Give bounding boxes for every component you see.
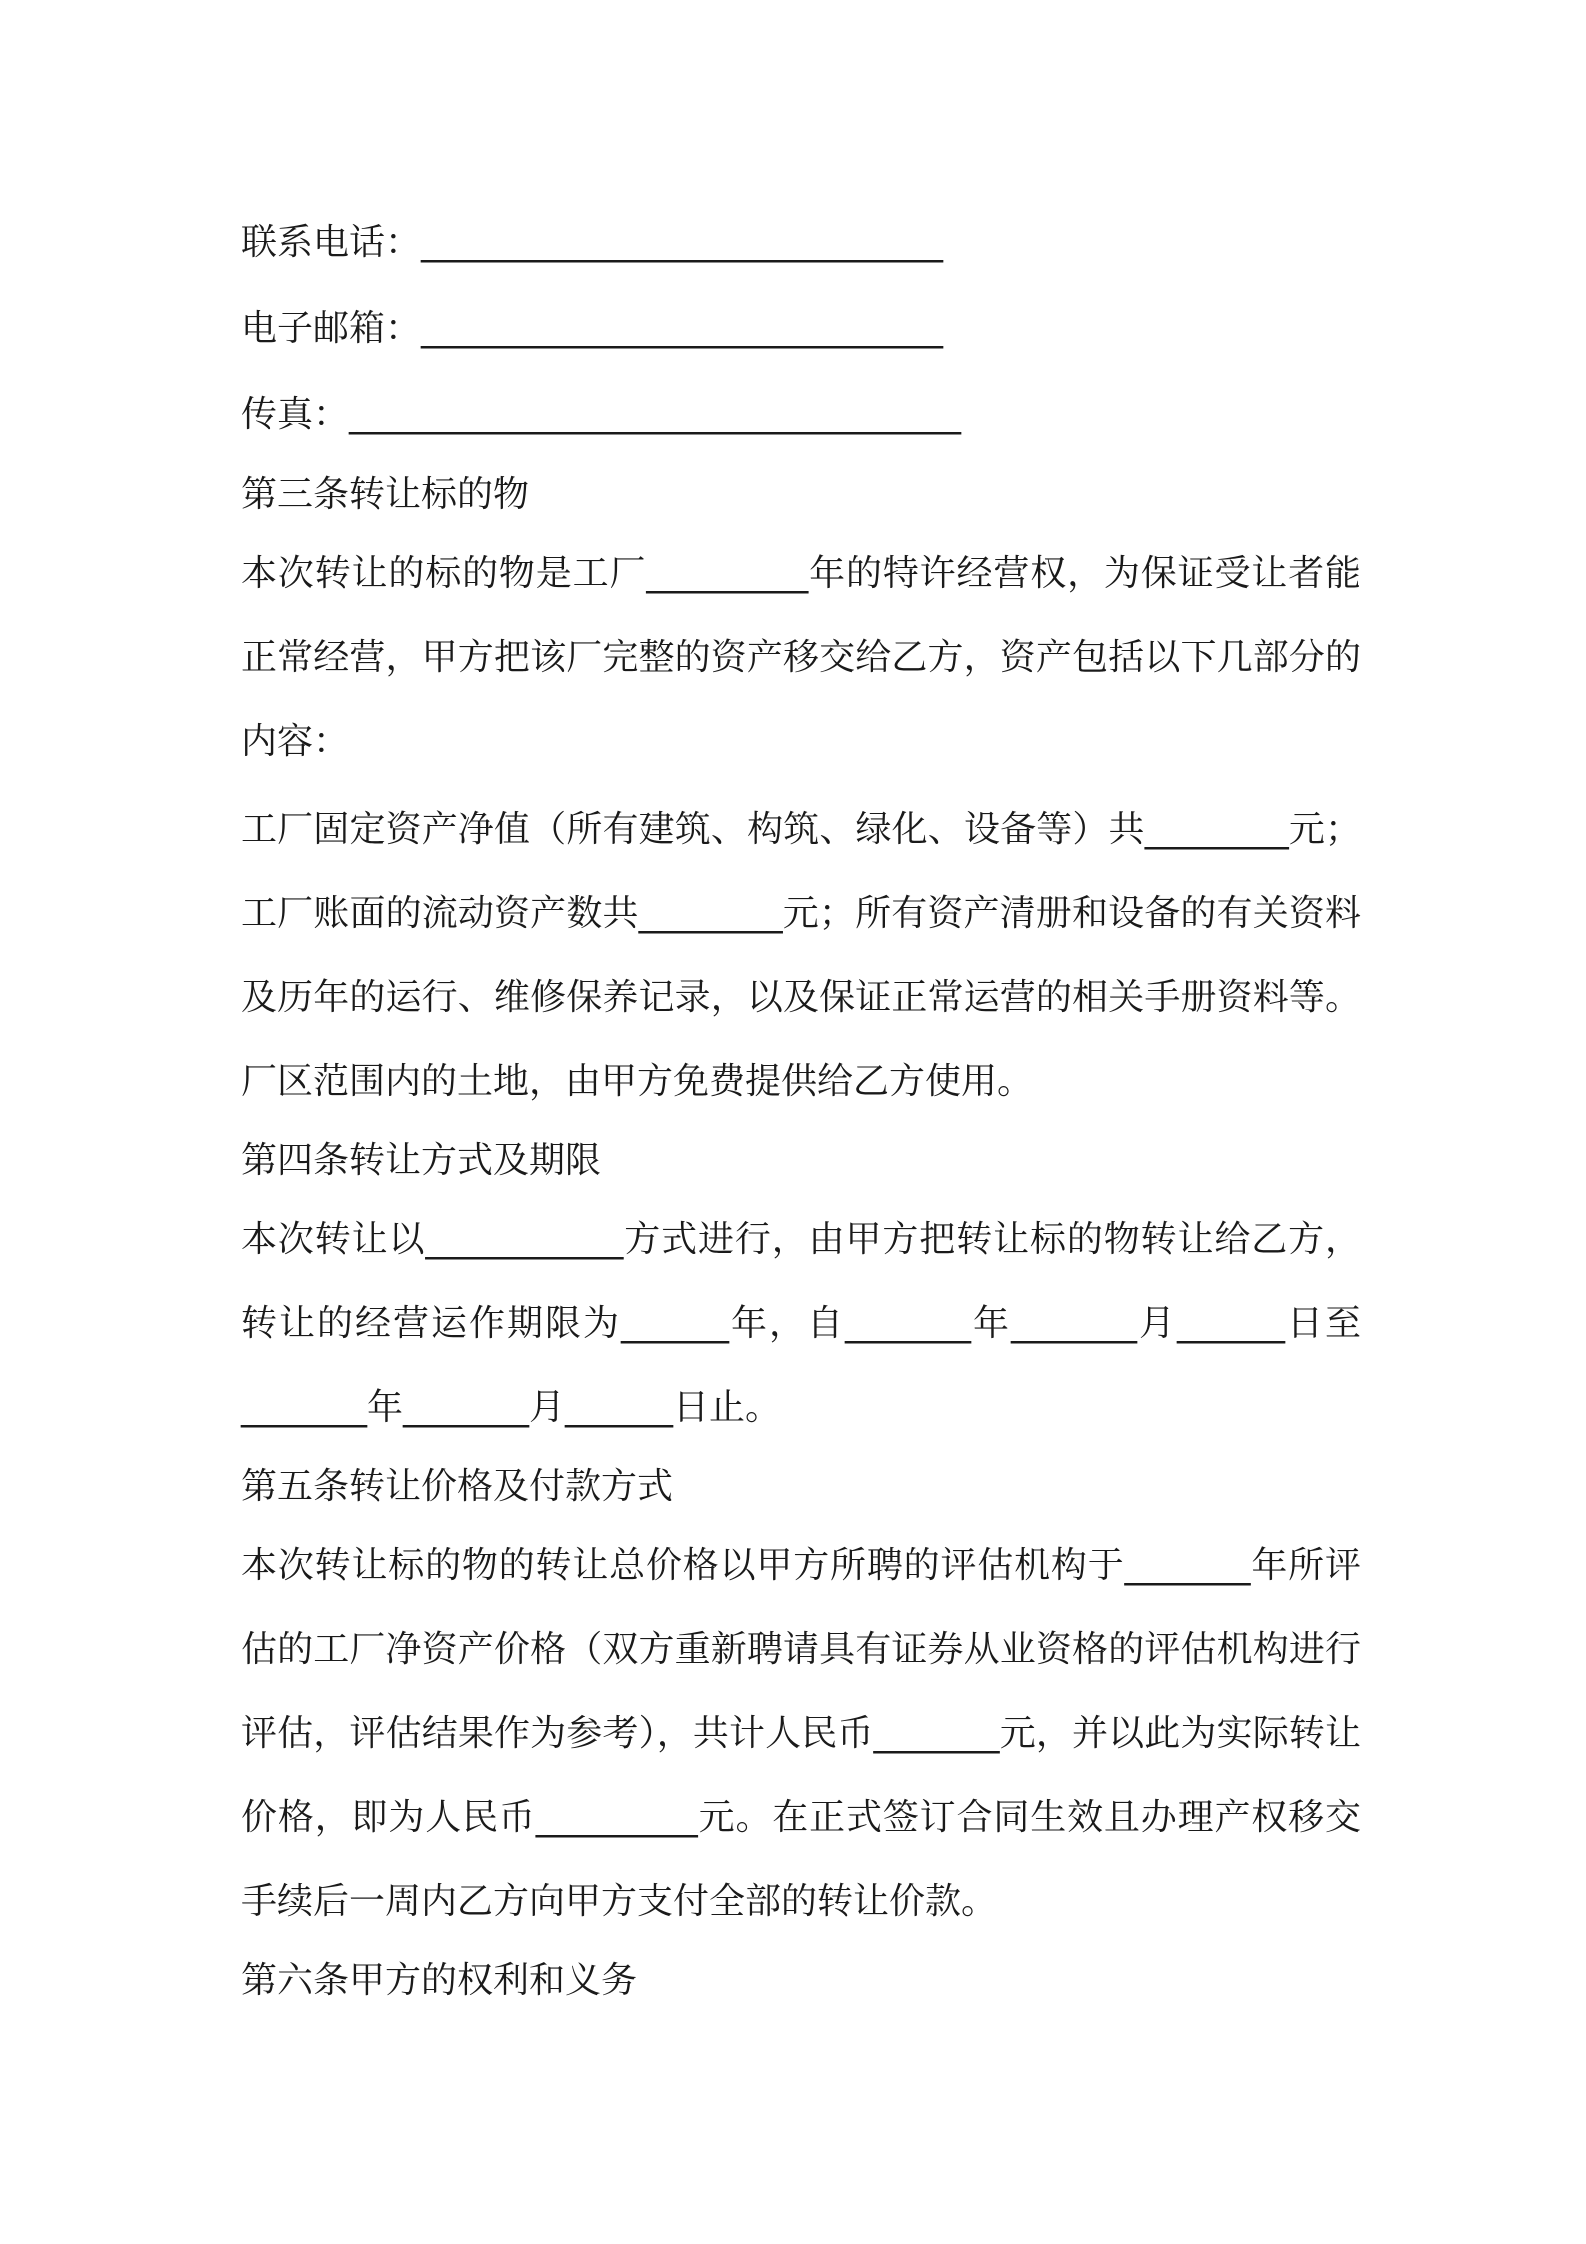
article-4-paragraph-1: 本次转让以___________方式进行，由甲方把转让标的物转让给乙方，转让的经营运作期限为______年，自_______年_______月______日至_______年_______月______日止。 bbox=[241, 1219, 1361, 1428]
email-field: 电子邮箱：_____________________________ bbox=[241, 308, 944, 349]
document-body bbox=[241, 200, 1361, 2018]
article-4-heading: 第四条转让方式及期限 bbox=[241, 1140, 602, 1181]
article-3-paragraph-1: 本次转让的标的物是工厂_________年的特许经营权，为保证受让者能正常经营，甲方把该厂完整的资产移交给乙方，资产包括以下几部分的内容： bbox=[241, 553, 1361, 762]
fax-field: 传真：__________________________________ bbox=[241, 394, 962, 435]
article-3-paragraph-2: 工厂固定资产净值（所有建筑、构筑、绿化、设备等）共________元；工厂账面的流动资产数共________元；所有资产清册和设备的有关资料及历年的运行、维修保养记录，以及保证正常运营的相关手册资料等。厂区范围内的土地，由甲方免费提供给乙方使用。 bbox=[241, 809, 1361, 1102]
article-5-paragraph-1: 本次转让标的物的转让总价格以甲方所聘的评估机构于_______年所评估的工厂净资产价格（双方重新聘请具有证券从业资格的评估机构进行评估，评估结果作为参考），共计人民币_______元，并以此为实际转让价格，即为人民币_________元。在正式签订合同生效且办理产权移交手续后一周内乙方向甲方支付全部的转让价款。 bbox=[241, 1545, 1361, 1922]
article-6-heading: 第六条甲方的权利和义务 bbox=[241, 1960, 638, 2001]
article-3-heading: 第三条转让标的物 bbox=[241, 474, 530, 515]
article-5-heading: 第五条转让价格及付款方式 bbox=[241, 1466, 674, 1507]
phone-field: 联系电话：_____________________________ bbox=[241, 222, 944, 263]
